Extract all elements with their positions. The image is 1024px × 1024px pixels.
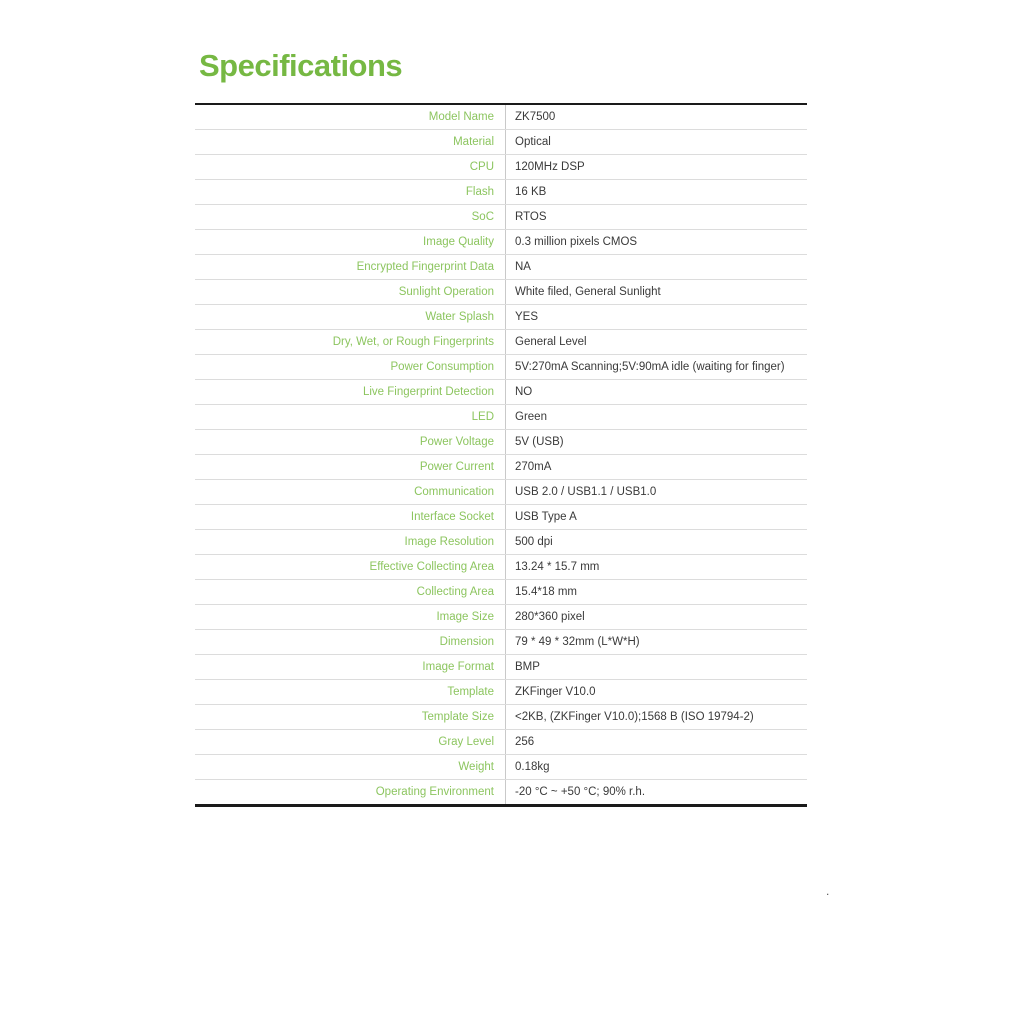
spec-table: [195, 103, 807, 807]
row-label: Sunlight Operation: [398, 286, 494, 298]
stray-dot: .: [826, 884, 830, 898]
row-value: 0.18kg: [505, 755, 807, 779]
row-label: Effective Collecting Area: [369, 561, 494, 573]
table-row: [195, 505, 807, 530]
row-value: Green: [505, 405, 807, 429]
row-label: Water Splash: [425, 311, 494, 323]
row-label: Material: [453, 136, 494, 148]
row-value: Optical: [505, 130, 807, 154]
row-label: CPU: [469, 161, 494, 173]
row-value: USB Type A: [505, 505, 807, 529]
table-row: [195, 555, 807, 580]
row-label: Live Fingerprint Detection: [362, 386, 494, 398]
row-label: Model Name: [428, 111, 494, 123]
table-row: [195, 755, 807, 780]
row-value: 256: [505, 730, 807, 754]
table-row: [195, 155, 807, 180]
row-value: 15.4*18 mm: [505, 580, 807, 604]
row-label: Interface Socket: [410, 511, 494, 523]
table-row: [195, 730, 807, 755]
row-label: LED: [471, 411, 494, 423]
page-title: Specifications: [199, 48, 403, 83]
row-label: Gray Level: [438, 736, 494, 748]
row-value: ZKFinger V10.0: [505, 680, 807, 704]
table-row: [195, 580, 807, 605]
table-row: [195, 530, 807, 555]
row-label: Flash: [465, 186, 494, 198]
row-label: Image Format: [422, 661, 494, 673]
row-label: Encrypted Fingerprint Data: [356, 261, 494, 273]
row-value: 5V:270mA Scanning;5V:90mA idle (waiting for finger): [505, 355, 807, 379]
table-row: [195, 105, 807, 130]
row-value: 120MHz DSP: [505, 155, 807, 179]
row-label: Power Consumption: [390, 361, 494, 373]
table-row: [195, 205, 807, 230]
row-label: Dry, Wet, or Rough Fingerprints: [332, 336, 494, 348]
table-row: [195, 780, 807, 804]
table-row: [195, 380, 807, 405]
row-value: 270mA: [505, 455, 807, 479]
table-row: [195, 705, 807, 730]
row-value: 16 KB: [505, 180, 807, 204]
table-row: [195, 130, 807, 155]
row-label: Communication: [414, 486, 494, 498]
row-value: NA: [505, 255, 807, 279]
table-row: [195, 630, 807, 655]
row-label: SoC: [471, 211, 494, 223]
table-row: [195, 480, 807, 505]
row-value: 5V (USB): [505, 430, 807, 454]
row-label: Dimension: [439, 636, 494, 648]
row-value: 500 dpi: [505, 530, 807, 554]
row-value: USB 2.0 / USB1.1 / USB1.0: [505, 480, 807, 504]
table-row: [195, 280, 807, 305]
row-label: Power Current: [419, 461, 494, 473]
row-label: Template: [447, 686, 494, 698]
row-value: NO: [505, 380, 807, 404]
table-row: [195, 305, 807, 330]
table-row: [195, 355, 807, 380]
row-label: Collecting Area: [416, 586, 494, 598]
row-value: General Level: [505, 330, 807, 354]
row-value: YES: [505, 305, 807, 329]
row-value: 79 * 49 * 32mm (L*W*H): [505, 630, 807, 654]
row-label: Image Size: [436, 611, 494, 623]
row-label: Image Resolution: [404, 536, 494, 548]
table-row: [195, 405, 807, 430]
row-value: 280*360 pixel: [505, 605, 807, 629]
table-row: [195, 455, 807, 480]
table-row: [195, 330, 807, 355]
table-row: [195, 680, 807, 705]
row-value: -20 °C ~ +50 °C; 90% r.h.: [505, 780, 807, 804]
row-label: Template Size: [421, 711, 494, 723]
row-label: Operating Environment: [375, 786, 494, 798]
row-value: ZK7500: [505, 105, 807, 129]
row-label: Weight: [458, 761, 494, 773]
row-value: BMP: [505, 655, 807, 679]
table-row: [195, 655, 807, 680]
row-value: White filed, General Sunlight: [505, 280, 807, 304]
row-value: 13.24 * 15.7 mm: [505, 555, 807, 579]
table-row: [195, 230, 807, 255]
table-row: [195, 255, 807, 280]
row-label: Image Quality: [423, 236, 494, 248]
row-value: <2KB, (ZKFinger V10.0);1568 B (ISO 19794-2): [505, 705, 807, 729]
row-value: RTOS: [505, 205, 807, 229]
row-value: 0.3 million pixels CMOS: [505, 230, 807, 254]
table-row: [195, 430, 807, 455]
table-row: [195, 180, 807, 205]
table-row: [195, 605, 807, 630]
row-label: Power Voltage: [419, 436, 494, 448]
